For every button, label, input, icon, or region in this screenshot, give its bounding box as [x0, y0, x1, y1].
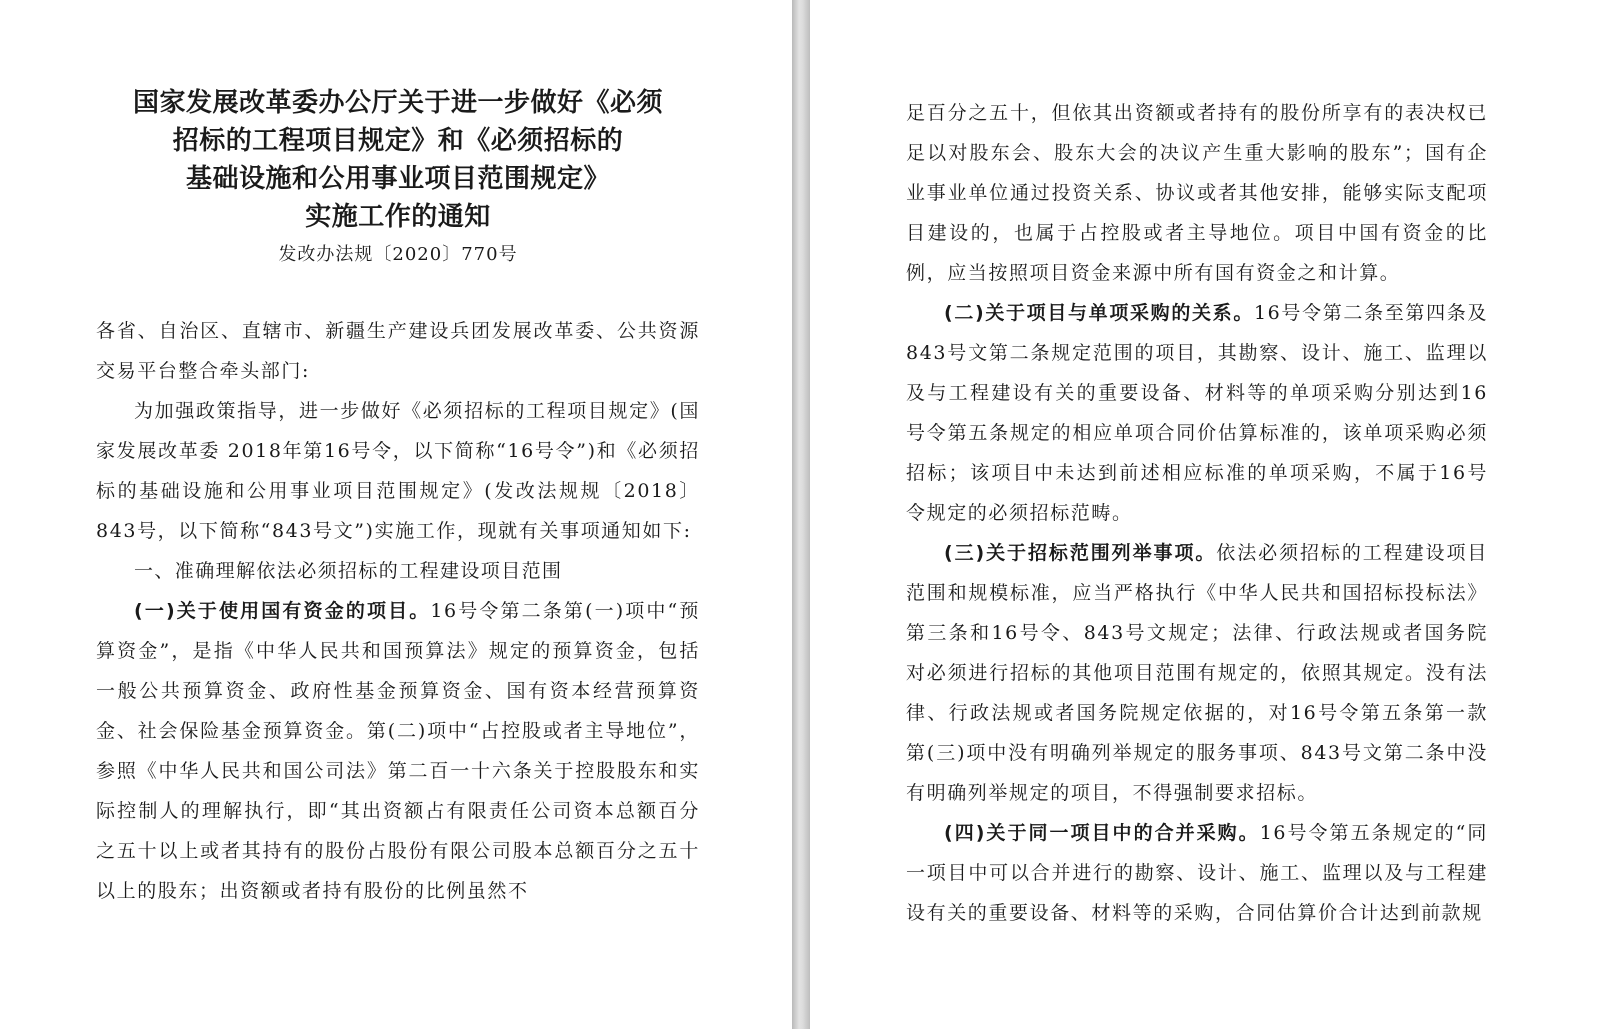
item-three-lead: (三)关于招标范围列举事项。 — [944, 542, 1217, 564]
document-number: 发改办法规〔2020〕770号 — [278, 244, 518, 265]
page-gutter — [792, 0, 810, 1029]
page-left — [0, 0, 792, 1029]
title-line-3: 基础设施和公用事业项目范围规定》 — [185, 164, 610, 194]
item-two-lead: (二)关于项目与单项采购的关系。 — [944, 302, 1254, 324]
continuation-paragraph: 足百分之五十，但依其出资额或者持有的股份所享有的表决权已足以对股东会、股东大会的决议产生重大影响的股东”；国有企业事业单位通过投资关系、协议或者其他安排，能够实际支配项目建设的，也属于占控股或者主导地位。项目中国有资金的比例，应当按照项目资金来源中所有国有资金之和计算。 — [906, 102, 1488, 284]
item-two-text: 16号令第二条至第四条及843号文第二条规定范围的项目，其勘察、设计、施工、监理以及与工程建设有关的重要设备、材料等的单项采购分别达到16号令第五条规定的相应单项合同价估算标准的，该单项采购必须招标；该项目中未达到前述相应标准的单项采购，不属于16号令规定的必须招标范畴。 — [906, 302, 1488, 524]
title-line-2: 招标的工程项目规定》和《必须招标的 — [172, 126, 624, 156]
item-four-lead: (四)关于同一项目中的合并采购。 — [944, 822, 1260, 844]
item-one-lead: (一)关于使用国有资金的项目。 — [134, 600, 431, 622]
item-three-text: 依法必须招标的工程建设项目范围和规模标准，应当严格执行《中华人民共和国招标投标法》第三条和16号令、843号文规定；法律、行政法规或者国务院对必须进行招标的其他项目范围有规定的，依照其规定。没有法律、行政法规或者国务院规定依据的，对16号令第五条第一款第(三)项中没有明确列举规定的服务事项、843号文第二条中没有明确列举规定的项目，不得强制要求招标。 — [906, 542, 1488, 804]
intro-paragraph: 为加强政策指导，进一步做好《必须招标的工程项目规定》(国家发展改革委 2018年第16号令，以下简称“16号令”)和《必须招标的基础设施和公用事业项目范围规定》(发改法规规〔2018〕843号，以下简称“843号文”)实施工作，现就有关事项通知如下: — [96, 400, 700, 542]
item-one-paragraph — [96, 591, 700, 911]
item-four-paragraph — [906, 813, 1488, 933]
item-one-text: 16号令第二条第(一)项中“预算资金”，是指《中华人民共和国预算法》规定的预算资金，包括一般公共预算资金、政府性基金预算资金、国有资本经营预算资金、社会保险基金预算资金。第(二)项中“占控股或者主导地位”，参照《中华人民共和国公司法》第二百一十六条关于控股股东和实际控制人的理解执行，即“其出资额占有限责任公司资本总额百分之五十以上或者其持有的股份占股份有限公司股本总额百分之五十以上的股东；出资额或者持有股份的比例虽然不 — [96, 600, 700, 902]
item-two-paragraph — [906, 293, 1488, 533]
section-one-heading: 一、准确理解依法必须招标的工程建设项目范围 — [134, 560, 563, 582]
document-title — [96, 84, 700, 236]
addressee-paragraph: 各省、自治区、直辖市、新疆生产建设兵团发展改革委、公共资源交易平台整合牵头部门: — [96, 320, 700, 382]
item-three-paragraph — [906, 533, 1488, 813]
item-four-text: 16号令第五条规定的“同一项目中可以合并进行的勘察、设计、施工、监理以及与工程建设有关的重要设备、材料等的采购，合同估算价合计达到前款规 — [906, 822, 1489, 924]
title-line-4: 实施工作的通知 — [305, 202, 491, 232]
title-line-1: 国家发展改革委办公厅关于进一步做好《必须 — [132, 88, 663, 118]
page-right — [810, 0, 1608, 1029]
